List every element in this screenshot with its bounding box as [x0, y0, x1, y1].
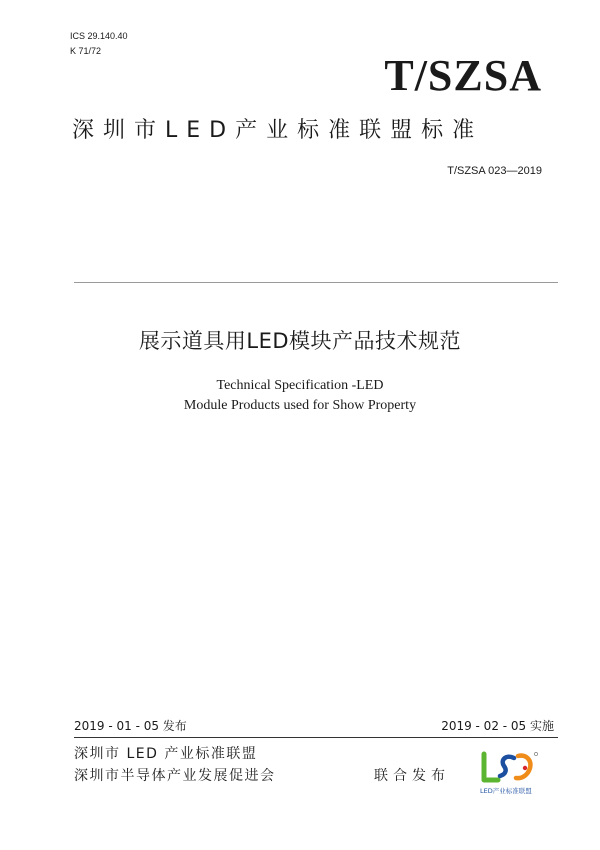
ics-code: ICS 29.140.40 — [70, 31, 128, 41]
bottom-divider — [74, 737, 558, 738]
organization-standard-header: 深圳市LED产业标准联盟标准 — [72, 118, 484, 143]
standard-abbreviation: T/SZSA — [384, 51, 542, 100]
ccs-code: K 71/72 — [70, 46, 102, 56]
issue-date: 2019 - 01 - 05 发布 — [74, 719, 187, 733]
implementation-date: 2019 - 02 - 05 实施 — [441, 719, 554, 733]
publisher-led-alliance: 深圳市 LED 产业标准联盟 — [74, 746, 258, 762]
title-english-line-1: Technical Specification -LED — [216, 378, 384, 393]
publisher-semiconductor-association: 深圳市半导体产业发展促进会 — [74, 768, 276, 784]
led-alliance-logo — [478, 748, 542, 796]
title-english — [0, 376, 600, 416]
logo-mark-icon — [484, 752, 538, 780]
title-chinese: 展示道具用LED模块产品技术规范 — [138, 329, 462, 353]
standard-number: T/SZSA 023—2019 — [447, 165, 542, 177]
logo-text: LED产业标准联盟 — [480, 787, 532, 795]
top-divider — [74, 282, 558, 283]
joint-issue-label: 联合发布 — [374, 768, 450, 784]
title-english-line-2: Module Products used for Show Property — [183, 398, 417, 413]
